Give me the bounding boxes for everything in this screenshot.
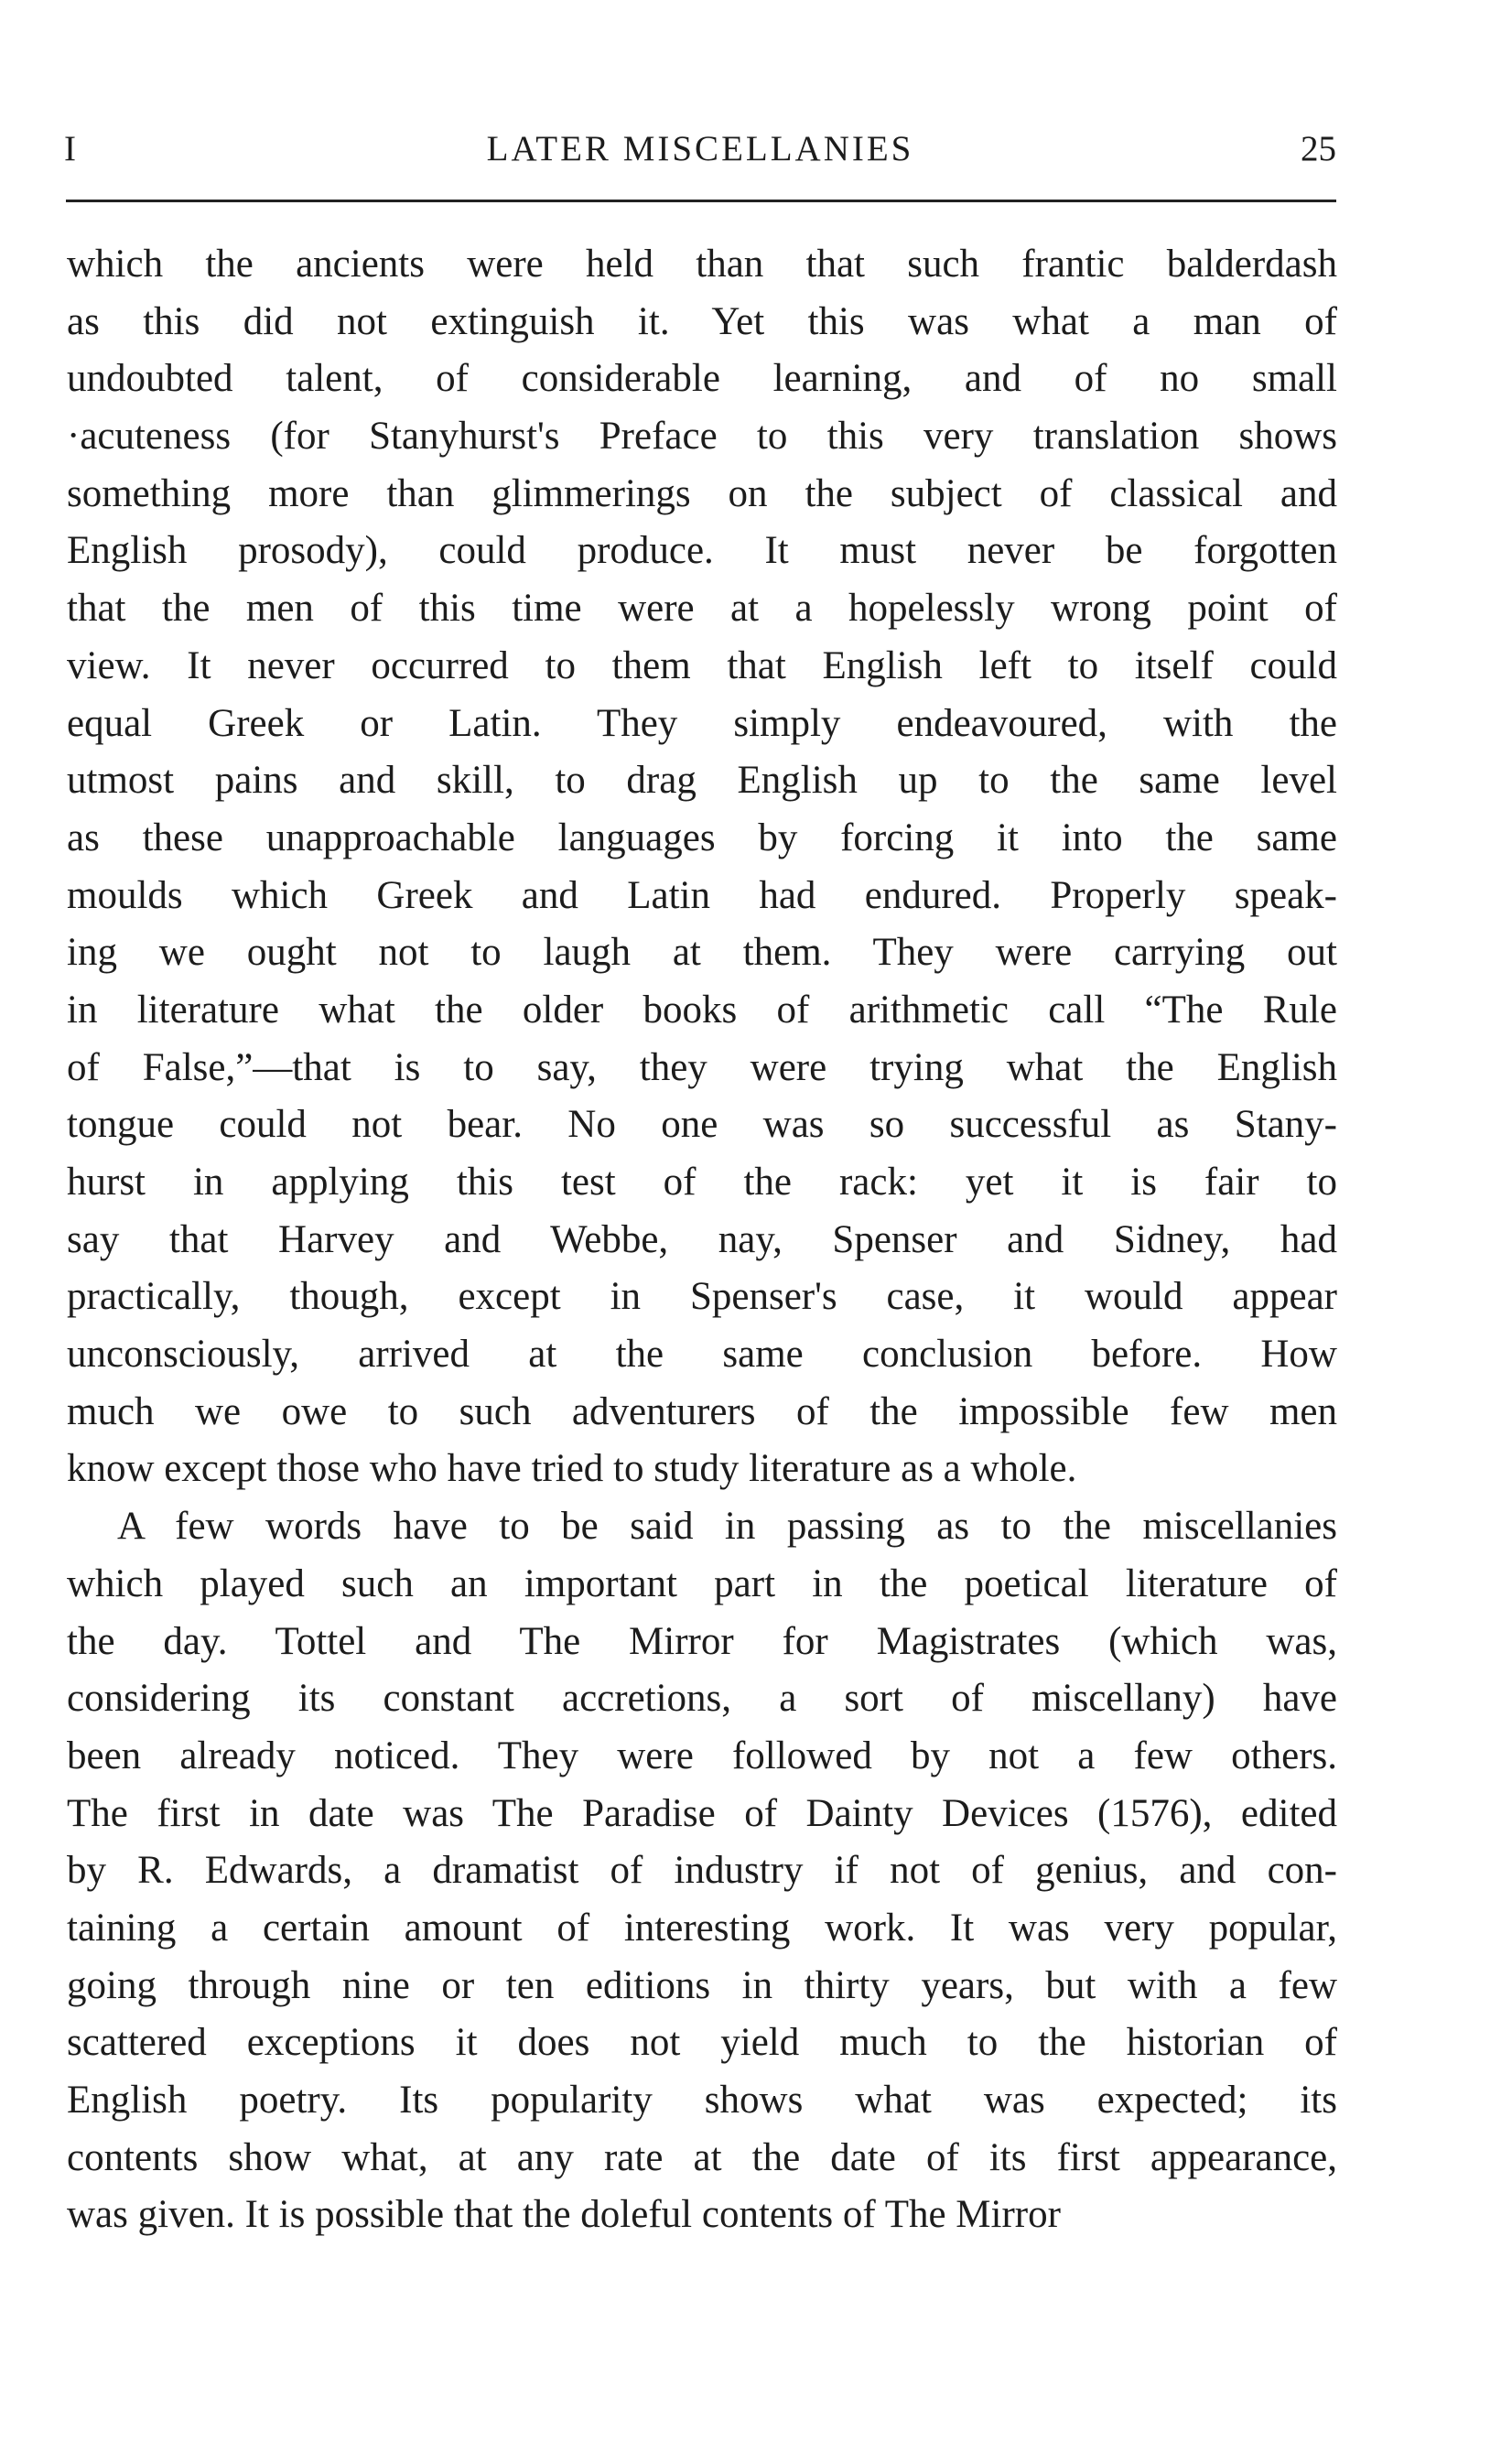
text-line: the day. Tottel and The Mirror for Magistrates (which was,: [67, 1619, 1337, 1663]
text-line: that the men of this time were at a hopelessly wrong point of: [67, 587, 1337, 631]
text-line: English prosody), could produce. It must never be forgotten: [67, 529, 1337, 573]
text-line: by R. Edwards, a dramatist of industry if not of genius, and con-: [67, 1849, 1337, 1893]
text-line: hurst in applying this test of the rack: yet it is fair to: [67, 1161, 1337, 1204]
text-line: A few words have to be said in passing as to the miscellanies: [117, 1505, 1337, 1549]
text-line: which the ancients were held than that such frantic balderdash: [67, 243, 1337, 286]
text-line: ing we ought not to laugh at them. They were carrying out: [67, 931, 1337, 975]
text-line: English poetry. Its popularity shows what was expected; its: [67, 2079, 1337, 2122]
text-line: practically, though, except in Spenser's case, it would appear: [67, 1275, 1337, 1319]
text-line: of False,”—that is to say, they were trying what the English: [67, 1045, 1337, 1089]
text-line: scattered exceptions it does not yield much to the historian of: [67, 2021, 1337, 2065]
text-line: as these unapproachable languages by forcing it into the same: [67, 816, 1337, 859]
text-line: equal Greek or Latin. They simply endeavoured, with the: [67, 701, 1337, 745]
signature-mark: I: [64, 129, 76, 168]
header-rule: [66, 200, 1336, 202]
text-line: was given. It is possible that the doleful contents of The Mirror: [67, 2193, 1061, 2237]
text-line: going through nine or ten editions in thirty years, but with a few: [67, 1963, 1337, 2007]
text-line: much we owe to such adventurers of the impossible few men: [67, 1389, 1337, 1433]
text-line: ·acuteness (for Stanyhurst's Preface to this very translation shows: [67, 415, 1337, 459]
text-line: taining a certain amount of interesting work. It was very popular,: [67, 1906, 1337, 1950]
text-line: which played such an important part in the poetical literature of: [67, 1561, 1337, 1605]
page-number: 25: [1301, 129, 1336, 168]
text-line: The first in date was The Paradise of Dainty Devices (1576), edited: [67, 1791, 1337, 1835]
running-header: [64, 128, 1336, 183]
text-line: utmost pains and skill, to drag English up to the same level: [67, 759, 1337, 803]
running-title: LATER MISCELLANIES: [486, 129, 914, 168]
text-line: moulds which Greek and Latin had endured. Properly speak-: [67, 873, 1337, 917]
text-line: something more than glimmerings on the subject of classical and: [67, 471, 1337, 515]
text-line: know except those who have tried to study literature as a whole.: [67, 1447, 1077, 1491]
text-line: been already noticed. They were followed by not a few others.: [67, 1734, 1337, 1777]
text-line: undoubted talent, of considerable learning, and of no small: [67, 357, 1337, 401]
text-line: as this did not extinguish it. Yet this was what a man of: [67, 299, 1337, 343]
text-line: tongue could not bear. No one was so successful as Stany-: [67, 1103, 1337, 1147]
text-line: considering its constant accretions, a sort of miscellany) have: [67, 1677, 1337, 1721]
text-line: in literature what the older books of arithmetic call “The Rule: [67, 988, 1337, 1032]
text-line: view. It never occurred to them that English left to itself could: [67, 643, 1337, 687]
text-line: unconsciously, arrived at the same conclusion before. How: [67, 1333, 1337, 1377]
page-body: [67, 236, 1337, 2244]
text-line: say that Harvey and Webbe, nay, Spenser and Sidney, had: [67, 1217, 1337, 1261]
text-line: contents show what, at any rate at the date of its first appearance,: [67, 2135, 1337, 2179]
